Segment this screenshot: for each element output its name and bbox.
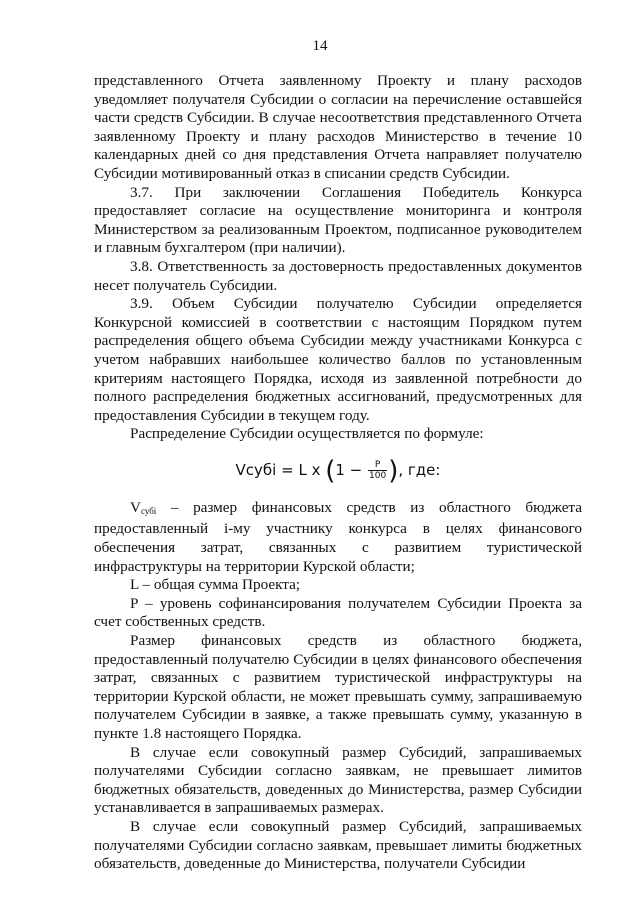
document-body — [94, 72, 582, 874]
formula-tail: , где: — [398, 460, 441, 479]
paragraph-3-7: 3.7. При заключении Соглашения Победитель Конкурса предоставляет согласие на осуществление мониторинга и контроля Министерством за реализованным Проектом, подписанное руководителем и главным бухгалтером (при наличии). — [94, 183, 582, 257]
formula-one-minus: 1 − — [335, 460, 368, 479]
paragraph-formula-intro: Распределение Субсидии осуществляется по формуле: — [130, 425, 484, 443]
page-number: 14 — [312, 38, 328, 54]
paragraph-p-def: P – уровень софинансирования получателем Субсидии Проекта за счет собственных средств. — [94, 594, 582, 631]
paragraph-cont: представленного Отчета заявленному Проекту и плану расходов уведомляет получателя Субсидии о согласии на перечисление оставшейся части средств Субсидии. В случае несоответствия представленного Отчета заявленному Проекту и плану расходов Министерство в течение 10 календарных дней со дня представления Отчета направляет получателю Субсидии мотивированный отказ в списании средств Субсидии. — [94, 72, 582, 182]
paragraph-case-1: В случае если совокупный размер Субсидий, запрашиваемых получателями Субсидии согласно заявкам, не превышает лимитов бюджетных обязательств, доведенных до Министерства, размер Субсидии устанавливается в запрашиваемых размерах. — [94, 743, 582, 817]
paragraph-case-2: В случае если совокупный размер Субсидий, запрашиваемых получателями Субсидии согласно заявкам, превышает лимиты бюджетных обязательств, доведенные до Министерства, получатели Субсидии — [94, 817, 582, 873]
v-symbol: V — [130, 498, 141, 516]
formula-fraction — [368, 460, 387, 481]
formula-open-paren: ( — [325, 455, 336, 486]
formula-denominator: 100 — [369, 470, 387, 481]
paragraph-size-limit: Размер финансовых средств из областного бюджета, предоставленный получателю Субсидии в целях финансового обеспечения затрат, связанных с развитием туристической инфраструктуры на территории Курской области, не может превышать сумму, запрашиваемую получателем Субсидии в заявке, а также превышать сумму, указанную в пункте 1.8 настоящего Порядка. — [94, 632, 582, 742]
v-definition-text: – размер финансовых средств из областного бюджета предоставленный i-му участнику конкурса в целях финансового обеспечения затрат, связанных с развитием туристической инфраструктуры на территории Курской области; — [94, 498, 582, 575]
v-subscript: субi — [140, 505, 157, 516]
formula-lhs: Vсубi = L x — [235, 460, 326, 479]
paragraph-3-8: 3.8. Ответственность за достоверность предоставленных документов несет получатель Субсидии. — [94, 257, 582, 294]
formula-numerator: P — [368, 460, 387, 471]
v-definition — [94, 499, 582, 576]
paragraphs-before — [94, 72, 582, 444]
paragraph-3-9: 3.9. Объем Субсидии получателю Субсидии определяется Конкурсной комиссией в соответствии с настоящим Порядком путем распределения общего объема Субсидии между участниками Конкурса с учетом набравших наибольшее количество баллов по установленным критериям настоящего Порядка, исходя из заявленной потребности до полного распределения бюджетных ассигнований, предусмотренных для предоставления Субсидии в текущем году. — [94, 295, 582, 424]
paragraph-l-def: L – общая сумма Проекта; — [130, 576, 301, 594]
formula-close-paren: ) — [388, 455, 399, 486]
subsidy-formula — [94, 455, 582, 486]
paragraphs-after — [94, 576, 582, 874]
